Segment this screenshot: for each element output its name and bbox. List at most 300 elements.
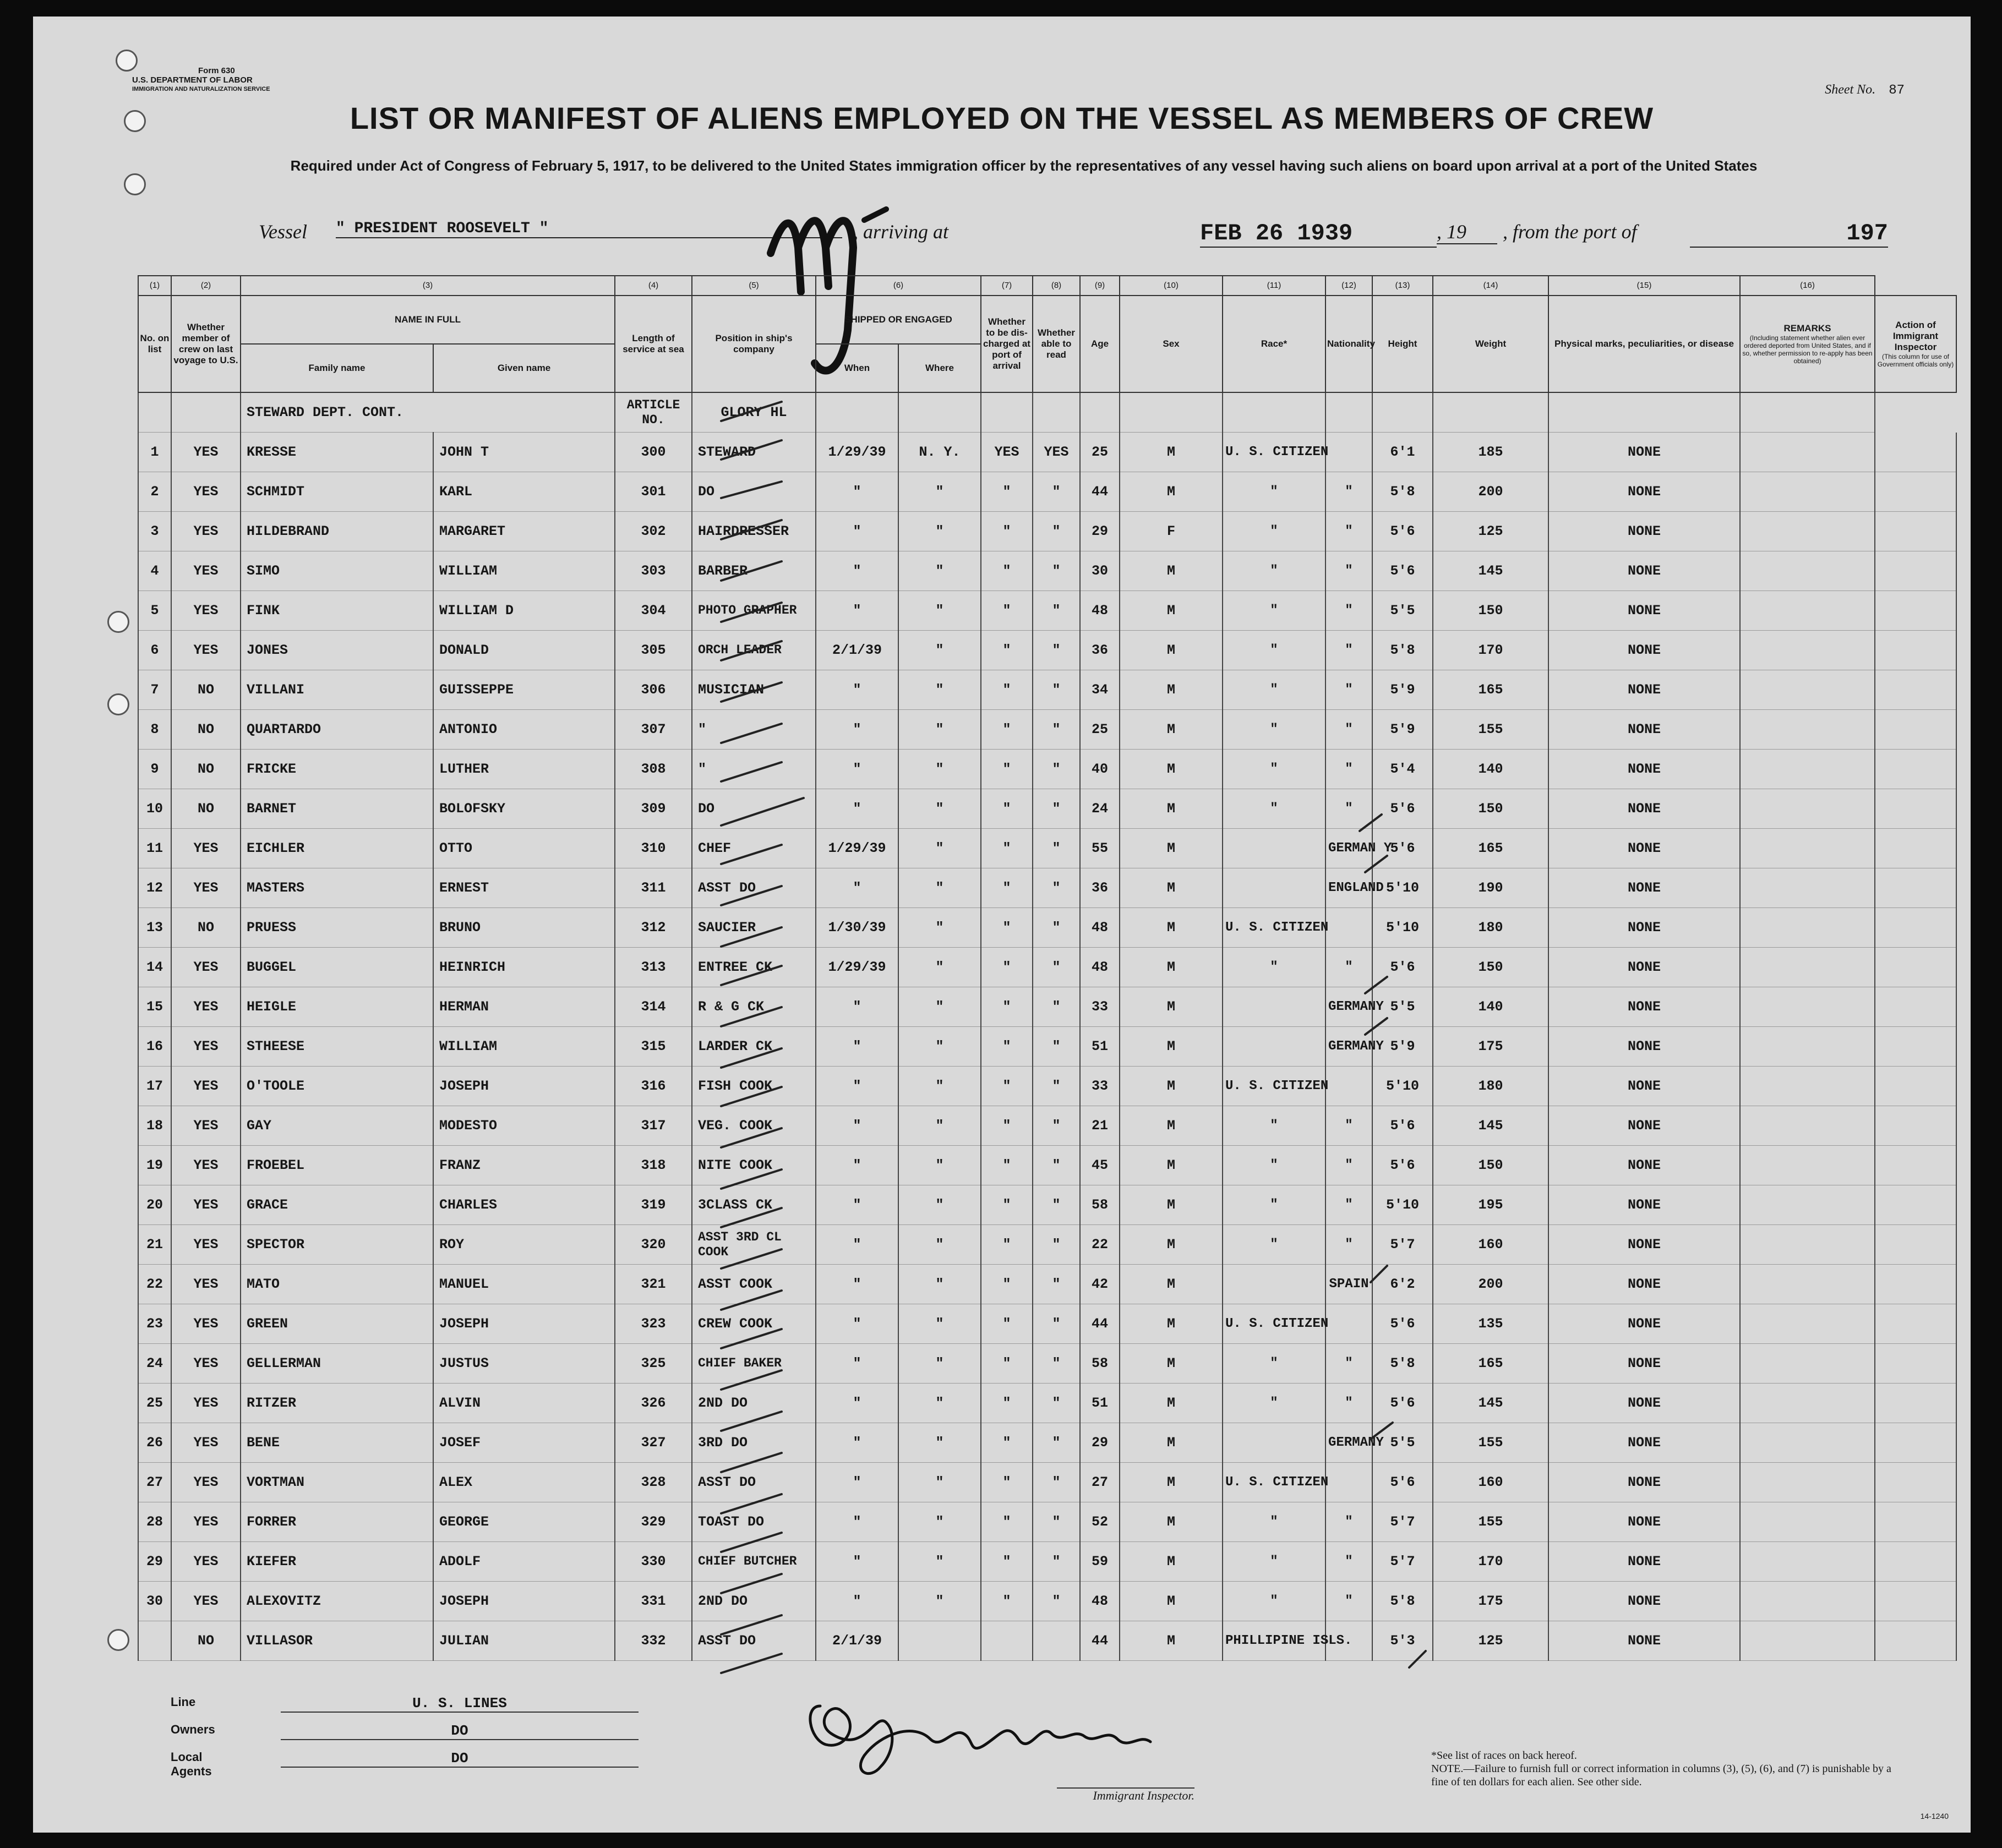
remarks-title: REMARKS xyxy=(1783,323,1831,333)
col-num: (4) xyxy=(615,276,692,296)
table-row xyxy=(138,1384,1956,1423)
able-to-read-cell: " xyxy=(1033,1027,1080,1067)
physical-marks-cell: NONE xyxy=(1548,551,1740,591)
physical-marks-cell: NONE xyxy=(1548,591,1740,631)
row-number-cell: 16 xyxy=(138,1027,171,1067)
engaged-when-cell: " xyxy=(816,710,898,750)
article-number-cell: 317 xyxy=(615,1106,692,1146)
member-last-voyage-cell: NO xyxy=(171,1621,241,1661)
col-weight: Weight xyxy=(1433,296,1548,392)
age-cell: 55 xyxy=(1080,829,1120,868)
weight-cell: 140 xyxy=(1433,987,1548,1027)
height-cell: 5'6 xyxy=(1372,1106,1433,1146)
row-number-cell: 13 xyxy=(138,908,171,948)
to-be-discharged-cell: " xyxy=(981,512,1033,551)
able-to-read-cell: " xyxy=(1033,1146,1080,1185)
given-name-cell: LUTHER xyxy=(433,750,615,789)
race-cell: U. S. CITIZEN xyxy=(1223,908,1325,948)
weight-cell: 160 xyxy=(1433,1225,1548,1265)
col-nationality: Nationality xyxy=(1325,296,1372,392)
col-num: (6) xyxy=(816,276,981,296)
row-number-cell: 3 xyxy=(138,512,171,551)
age-cell: 36 xyxy=(1080,868,1120,908)
nationality-cell: " xyxy=(1325,1582,1372,1621)
action-cell xyxy=(1875,1621,1956,1661)
row-number-cell: 14 xyxy=(138,948,171,987)
engaged-where-cell: " xyxy=(898,551,981,591)
ship-position-cell: VEG. COOK xyxy=(692,1106,816,1146)
given-name-cell: JUSTUS xyxy=(433,1344,615,1384)
row-number-cell: 25 xyxy=(138,1384,171,1423)
height-cell: 5'8 xyxy=(1372,631,1433,670)
table-row xyxy=(138,987,1956,1027)
to-be-discharged-cell: " xyxy=(981,1344,1033,1384)
nationality-cell: " xyxy=(1325,750,1372,789)
nationality-cell: " xyxy=(1325,591,1372,631)
height-cell: 5'6 xyxy=(1372,948,1433,987)
col-race: Race* xyxy=(1223,296,1325,392)
physical-marks-cell: NONE xyxy=(1548,1225,1740,1265)
vessel-label: Vessel xyxy=(259,221,307,243)
member-last-voyage-cell: YES xyxy=(171,1225,241,1265)
member-last-voyage-cell: YES xyxy=(171,948,241,987)
action-cell xyxy=(1875,1265,1956,1304)
line-field xyxy=(171,1695,507,1723)
sex-cell: M xyxy=(1120,948,1223,987)
given-name-cell: BOLOFSKY xyxy=(433,789,615,829)
to-be-discharged-cell: " xyxy=(981,1304,1033,1344)
member-last-voyage-cell: YES xyxy=(171,512,241,551)
action-cell xyxy=(1875,1582,1956,1621)
col-family-name: Family name xyxy=(241,344,433,392)
col-member-last-voyage: Whether member of crew on last voyage to U.S. xyxy=(171,296,241,392)
year-prefix: , 19 xyxy=(1437,220,1497,244)
race-cell xyxy=(1223,987,1325,1027)
section-header-row xyxy=(138,392,1956,433)
engaged-where-cell: " xyxy=(898,670,981,710)
action-cell xyxy=(1875,1542,1956,1582)
nationality-cell: " xyxy=(1325,1185,1372,1225)
physical-marks-cell: NONE xyxy=(1548,1185,1740,1225)
nationality-cell: " xyxy=(1325,1384,1372,1423)
nationality-cell: " xyxy=(1325,1542,1372,1582)
action-cell xyxy=(1875,1344,1956,1384)
physical-marks-cell: NONE xyxy=(1548,1542,1740,1582)
able-to-read-cell: " xyxy=(1033,1384,1080,1423)
race-cell: " xyxy=(1223,670,1325,710)
able-to-read-cell: " xyxy=(1033,789,1080,829)
age-cell: 48 xyxy=(1080,1582,1120,1621)
able-to-read-cell: " xyxy=(1033,829,1080,868)
given-name-cell: ERNEST xyxy=(433,868,615,908)
race-cell: " xyxy=(1223,948,1325,987)
age-cell: 24 xyxy=(1080,789,1120,829)
engaged-when-cell: 2/1/39 xyxy=(816,631,898,670)
member-last-voyage-cell: YES xyxy=(171,1344,241,1384)
height-cell: 5'8 xyxy=(1372,1344,1433,1384)
to-be-discharged-cell: " xyxy=(981,1067,1033,1106)
race-cell: U. S. CITIZEN xyxy=(1223,433,1325,472)
sex-cell: F xyxy=(1120,512,1223,551)
table-row xyxy=(138,1423,1956,1463)
list-number: 197 xyxy=(1690,220,1888,248)
punch-hole xyxy=(107,1629,129,1651)
member-last-voyage-cell: YES xyxy=(171,1304,241,1344)
sex-cell: M xyxy=(1120,1621,1223,1661)
table-row xyxy=(138,1027,1956,1067)
height-cell: 5'3 xyxy=(1372,1621,1433,1661)
to-be-discharged-cell: " xyxy=(981,750,1033,789)
age-cell: 58 xyxy=(1080,1344,1120,1384)
given-name-cell: HERMAN xyxy=(433,987,615,1027)
height-cell: 5'9 xyxy=(1372,670,1433,710)
race-cell: " xyxy=(1223,1146,1325,1185)
row-number-cell: 18 xyxy=(138,1106,171,1146)
remarks-cell xyxy=(1740,1185,1875,1225)
remarks-cell xyxy=(1740,829,1875,868)
engaged-where-cell: " xyxy=(898,710,981,750)
able-to-read-cell: " xyxy=(1033,631,1080,670)
article-number-cell: 303 xyxy=(615,551,692,591)
physical-marks-cell: NONE xyxy=(1548,1384,1740,1423)
to-be-discharged-cell: " xyxy=(981,710,1033,750)
article-number-cell: 302 xyxy=(615,512,692,551)
sex-cell: M xyxy=(1120,829,1223,868)
to-be-discharged-cell: " xyxy=(981,987,1033,1027)
ship-position-cell: PHOTO GRAPHER xyxy=(692,591,816,631)
row-number-cell: 20 xyxy=(138,1185,171,1225)
to-be-discharged-cell: " xyxy=(981,1423,1033,1463)
physical-marks-cell: NONE xyxy=(1548,1423,1740,1463)
table-row xyxy=(138,1542,1956,1582)
member-last-voyage-cell: YES xyxy=(171,472,241,512)
remarks-cell xyxy=(1740,1502,1875,1542)
engaged-where-cell: " xyxy=(898,1067,981,1106)
remarks-cell xyxy=(1740,948,1875,987)
form-identifier xyxy=(132,66,270,94)
height-cell: 5'7 xyxy=(1372,1225,1433,1265)
able-to-read-cell: " xyxy=(1033,750,1080,789)
sex-cell: M xyxy=(1120,1384,1223,1423)
family-name-cell: FROEBEL xyxy=(241,1146,433,1185)
race-cell xyxy=(1223,868,1325,908)
col-num: (12) xyxy=(1325,276,1372,296)
weight-cell: 155 xyxy=(1433,1423,1548,1463)
sheet-number-value: 87 xyxy=(1889,83,1905,98)
engaged-when-cell: " xyxy=(816,750,898,789)
engaged-where-cell: " xyxy=(898,1423,981,1463)
nationality-cell: ENGLAND xyxy=(1325,868,1372,908)
footer-notes xyxy=(1431,1749,1894,1789)
able-to-read-cell: " xyxy=(1033,1185,1080,1225)
table-row xyxy=(138,551,1956,591)
height-cell: 5'5 xyxy=(1372,591,1433,631)
member-last-voyage-cell: YES xyxy=(171,829,241,868)
ship-position-cell: ASST DO xyxy=(692,1621,816,1661)
col-when: When xyxy=(816,344,898,392)
action-cell xyxy=(1875,1106,1956,1146)
to-be-discharged-cell: " xyxy=(981,1146,1033,1185)
row-number-cell: 30 xyxy=(138,1582,171,1621)
remarks-cell xyxy=(1740,710,1875,750)
age-cell: 34 xyxy=(1080,670,1120,710)
ship-position-cell: 2ND DO xyxy=(692,1582,816,1621)
age-cell: 25 xyxy=(1080,710,1120,750)
engaged-when-cell: " xyxy=(816,1185,898,1225)
family-name-cell: STHEESE xyxy=(241,1027,433,1067)
family-name-cell: BARNET xyxy=(241,789,433,829)
weight-cell: 155 xyxy=(1433,710,1548,750)
given-name-cell: ROY xyxy=(433,1225,615,1265)
action-cell xyxy=(1875,1384,1956,1423)
penalty-note: NOTE.—Failure to furnish full or correct information in columns (3), (5), (6), and (7) is punishable by a fine of ten dollars for each alien. See other side. xyxy=(1431,1763,1891,1788)
physical-marks-cell: NONE xyxy=(1548,987,1740,1027)
action-cell xyxy=(1875,948,1956,987)
action-cell xyxy=(1875,908,1956,948)
height-cell: 5'10 xyxy=(1372,868,1433,908)
engaged-where-cell: " xyxy=(898,1146,981,1185)
family-name-cell: BENE xyxy=(241,1423,433,1463)
action-cell xyxy=(1875,868,1956,908)
physical-marks-cell: NONE xyxy=(1548,868,1740,908)
col-height: Height xyxy=(1372,296,1433,392)
height-cell: 5'5 xyxy=(1372,987,1433,1027)
weight-cell: 185 xyxy=(1433,433,1548,472)
able-to-read-cell: " xyxy=(1033,1265,1080,1304)
sex-cell: M xyxy=(1120,868,1223,908)
engaged-when-cell: 1/29/39 xyxy=(816,829,898,868)
able-to-read-cell: " xyxy=(1033,1344,1080,1384)
engaged-where-cell: " xyxy=(898,1344,981,1384)
engaged-where-cell: " xyxy=(898,631,981,670)
sex-cell: M xyxy=(1120,789,1223,829)
weight-cell: 160 xyxy=(1433,1463,1548,1502)
given-name-cell: JULIAN xyxy=(433,1621,615,1661)
to-be-discharged-cell: " xyxy=(981,1185,1033,1225)
given-name-cell: OTTO xyxy=(433,829,615,868)
race-cell xyxy=(1223,1265,1325,1304)
sex-cell: M xyxy=(1120,1146,1223,1185)
member-last-voyage-cell: YES xyxy=(171,1542,241,1582)
row-number-cell: 7 xyxy=(138,670,171,710)
family-name-cell: MASTERS xyxy=(241,868,433,908)
ship-position-cell: HAIRDRESSER xyxy=(692,512,816,551)
nationality-cell: " xyxy=(1325,1344,1372,1384)
ship-position-cell: TOAST DO xyxy=(692,1502,816,1542)
family-name-cell: FRICKE xyxy=(241,750,433,789)
owners-field xyxy=(171,1723,468,1750)
table-row xyxy=(138,1225,1956,1265)
nationality-cell: " xyxy=(1325,1146,1372,1185)
col-able-read: Whether able to read xyxy=(1033,296,1080,392)
weight-cell: 165 xyxy=(1433,670,1548,710)
table-row xyxy=(138,908,1956,948)
ship-position-cell: MUSICIAN xyxy=(692,670,816,710)
remarks-cell xyxy=(1740,908,1875,948)
nationality-cell xyxy=(1325,908,1372,948)
given-name-cell: ALEX xyxy=(433,1463,615,1502)
race-cell: " xyxy=(1223,591,1325,631)
table-row xyxy=(138,1067,1956,1106)
col-num: (8) xyxy=(1033,276,1080,296)
table-row xyxy=(138,1106,1956,1146)
given-name-cell: GUISSEPPE xyxy=(433,670,615,710)
to-be-discharged-cell: " xyxy=(981,1265,1033,1304)
ship-position-cell: ORCH LEADER xyxy=(692,631,816,670)
ship-position-cell: ASST DO xyxy=(692,868,816,908)
member-last-voyage-cell: YES xyxy=(171,1384,241,1423)
engaged-when-cell: " xyxy=(816,472,898,512)
weight-cell: 140 xyxy=(1433,750,1548,789)
member-last-voyage-cell: NO xyxy=(171,750,241,789)
remarks-cell xyxy=(1740,1304,1875,1344)
weight-cell: 145 xyxy=(1433,551,1548,591)
age-cell: 27 xyxy=(1080,1463,1120,1502)
engaged-when-cell: " xyxy=(816,1463,898,1502)
age-cell: 22 xyxy=(1080,1225,1120,1265)
row-number-cell: 15 xyxy=(138,987,171,1027)
weight-cell: 155 xyxy=(1433,1502,1548,1542)
form-number: Form 630 xyxy=(198,66,235,75)
engaged-when-cell: " xyxy=(816,551,898,591)
engaged-when-cell: " xyxy=(816,868,898,908)
to-be-discharged-cell: " xyxy=(981,789,1033,829)
row-number-cell: 19 xyxy=(138,1146,171,1185)
engaged-where-cell: " xyxy=(898,1225,981,1265)
to-be-discharged-cell: " xyxy=(981,551,1033,591)
engaged-where-cell: " xyxy=(898,1027,981,1067)
given-name-cell: JOSEF xyxy=(433,1423,615,1463)
age-cell: 52 xyxy=(1080,1502,1120,1542)
member-last-voyage-cell: YES xyxy=(171,1463,241,1502)
height-cell: 5'4 xyxy=(1372,750,1433,789)
nationality-cell: SPAIN xyxy=(1325,1265,1372,1304)
table-row xyxy=(138,1502,1956,1542)
able-to-read-cell: " xyxy=(1033,1502,1080,1542)
col-where: Where xyxy=(898,344,981,392)
sex-cell: M xyxy=(1120,670,1223,710)
col-num: (10) xyxy=(1120,276,1223,296)
able-to-read-cell: " xyxy=(1033,908,1080,948)
to-be-discharged-cell: " xyxy=(981,670,1033,710)
age-cell: 40 xyxy=(1080,750,1120,789)
engaged-where-cell: " xyxy=(898,512,981,551)
weight-cell: 175 xyxy=(1433,1582,1548,1621)
sheet-number-label: Sheet No. xyxy=(1825,83,1876,97)
ship-position-cell: CHIEF BAKER xyxy=(692,1344,816,1384)
table-row xyxy=(138,829,1956,868)
article-number-cell: 308 xyxy=(615,750,692,789)
article-number-cell: 321 xyxy=(615,1265,692,1304)
row-number-cell: 8 xyxy=(138,710,171,750)
weight-cell: 195 xyxy=(1433,1185,1548,1225)
engaged-when-cell: " xyxy=(816,1106,898,1146)
engaged-where-cell: " xyxy=(898,1265,981,1304)
able-to-read-cell: " xyxy=(1033,1542,1080,1582)
engaged-when-cell: " xyxy=(816,1304,898,1344)
able-to-read-cell: " xyxy=(1033,1106,1080,1146)
page-title: LIST OR MANIFEST OF ALIENS EMPLOYED ON THE VESSEL AS MEMBERS OF CREW xyxy=(350,101,1654,135)
height-cell: 5'6 xyxy=(1372,1146,1433,1185)
member-last-voyage-cell: YES xyxy=(171,631,241,670)
family-name-cell: HILDEBRAND xyxy=(241,512,433,551)
row-number-cell xyxy=(138,1621,171,1661)
ship-position-cell: 2ND DO xyxy=(692,1384,816,1423)
sex-cell: M xyxy=(1120,987,1223,1027)
engaged-when-cell: " xyxy=(816,1582,898,1621)
family-name-cell: GRACE xyxy=(241,1185,433,1225)
physical-marks-cell: NONE xyxy=(1548,1463,1740,1502)
ship-position-cell: FISH COOK xyxy=(692,1067,816,1106)
member-last-voyage-cell: YES xyxy=(171,1067,241,1106)
remarks-cell xyxy=(1740,1582,1875,1621)
remarks-note: (Including statement whether alien ever ordered deported from United States, and if so, whether permission to re-apply has been obtained) xyxy=(1742,334,1873,365)
agents-label: Local Agents xyxy=(171,1750,212,1778)
ship-position-cell: LARDER CK xyxy=(692,1027,816,1067)
race-cell: " xyxy=(1223,710,1325,750)
engaged-when-cell: " xyxy=(816,987,898,1027)
height-cell: 5'6 xyxy=(1372,1463,1433,1502)
sex-cell: M xyxy=(1120,1582,1223,1621)
department-name: U.S. DEPARTMENT OF LABOR xyxy=(132,75,253,85)
age-cell: 58 xyxy=(1080,1185,1120,1225)
weight-cell: 150 xyxy=(1433,1146,1548,1185)
age-cell: 44 xyxy=(1080,1621,1120,1661)
action-cell xyxy=(1875,1185,1956,1225)
physical-marks-cell: NONE xyxy=(1548,789,1740,829)
col-num: (9) xyxy=(1080,276,1120,296)
family-name-cell: PRUESS xyxy=(241,908,433,948)
weight-cell: 145 xyxy=(1433,1106,1548,1146)
age-cell: 45 xyxy=(1080,1146,1120,1185)
to-be-discharged-cell: " xyxy=(981,1502,1033,1542)
article-number-cell: 315 xyxy=(615,1027,692,1067)
to-be-discharged-cell: " xyxy=(981,1106,1033,1146)
row-number-cell: 2 xyxy=(138,472,171,512)
height-cell: 5'10 xyxy=(1372,1185,1433,1225)
col-num: (14) xyxy=(1433,276,1548,296)
col-length-service: Length of service at sea xyxy=(615,296,692,392)
article-number-cell: 307 xyxy=(615,710,692,750)
family-name-cell: MATO xyxy=(241,1265,433,1304)
article-number-cell: 325 xyxy=(615,1344,692,1384)
height-cell: 5'6 xyxy=(1372,1384,1433,1423)
action-cell xyxy=(1875,670,1956,710)
member-last-voyage-cell: YES xyxy=(171,591,241,631)
height-cell: 5'7 xyxy=(1372,1542,1433,1582)
age-cell: 51 xyxy=(1080,1027,1120,1067)
engaged-when-cell: " xyxy=(816,1344,898,1384)
nationality-cell: " xyxy=(1325,472,1372,512)
engaged-when-cell: 2/1/39 xyxy=(816,1621,898,1661)
table-row xyxy=(138,631,1956,670)
family-name-cell: JONES xyxy=(241,631,433,670)
sex-cell: M xyxy=(1120,631,1223,670)
article-number-cell: 312 xyxy=(615,908,692,948)
weight-cell: 165 xyxy=(1433,1344,1548,1384)
article-number-cell: 330 xyxy=(615,1542,692,1582)
article-number-cell: 331 xyxy=(615,1582,692,1621)
sex-cell: M xyxy=(1120,551,1223,591)
physical-marks-cell: NONE xyxy=(1548,1067,1740,1106)
weight-cell: 145 xyxy=(1433,1384,1548,1423)
service-name: IMMIGRATION AND NATURALIZATION SERVICE xyxy=(132,86,270,92)
physical-marks-cell: NONE xyxy=(1548,829,1740,868)
given-name-cell: FRANZ xyxy=(433,1146,615,1185)
family-name-cell: RITZER xyxy=(241,1384,433,1423)
col-num: (11) xyxy=(1223,276,1325,296)
family-name-cell: KIEFER xyxy=(241,1542,433,1582)
